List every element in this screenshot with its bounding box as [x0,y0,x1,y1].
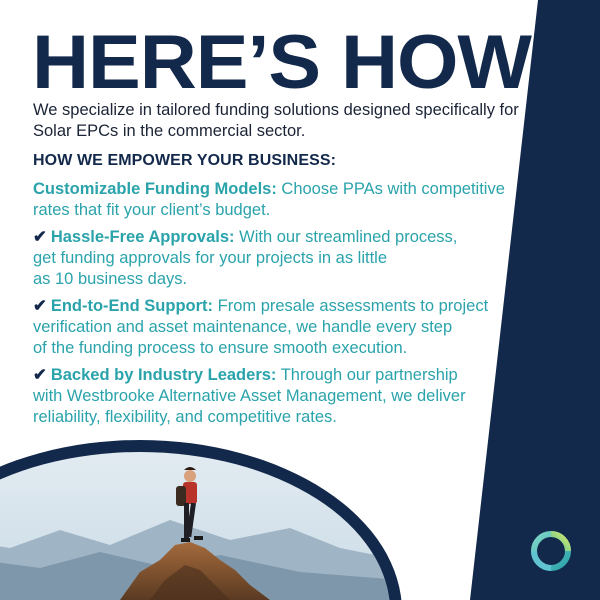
feature-text: rates that fit your client’s budget. [33,201,271,219]
intro-line-2: Solar EPCs in the commercial sector. [33,122,306,140]
feature-item-industry-leaders [33,365,553,428]
intro-text [33,100,573,142]
feature-list [33,179,553,434]
feature-text: verification and asset maintenance, we handle every step [33,318,453,336]
feature-text: Choose PPAs with competitive [276,180,505,198]
checkmark-icon: ✔ [33,297,47,315]
feature-item-approvals [33,227,553,290]
ring-logo-icon [526,526,576,576]
feature-item-support [33,296,553,359]
feature-title: Hassle-Free Approvals: [50,228,235,246]
feature-text: as 10 business days. [33,270,188,288]
feature-text: reliability, flexibility, and competitive rates. [33,408,337,426]
feature-item-funding-models [33,179,553,221]
feature-title: Customizable Funding Models: [33,180,277,198]
feature-text: with Westbrooke Alternative Asset Management, we deliver [33,387,466,405]
feature-text: From presale assessments to project [213,297,489,315]
section-heading: HOW WE EMPOWER YOUR BUSINESS: [33,152,337,169]
feature-text: of the funding process to ensure smooth execution. [33,339,408,357]
intro-line-1: We specialize in tailored funding solutions designed specifically for [33,101,519,119]
feature-text: Through our partnership [276,366,458,384]
feature-text: get funding approvals for your projects in as little [33,249,388,267]
checkmark-icon: ✔ [33,366,47,384]
feature-title: End-to-End Support: [50,297,214,315]
feature-text: With our streamlined process, [234,228,458,246]
page-title: HERE’S HOW: [32,20,555,105]
feature-title: Backed by Industry Leaders: [50,366,277,384]
checkmark-icon: ✔ [33,228,47,246]
